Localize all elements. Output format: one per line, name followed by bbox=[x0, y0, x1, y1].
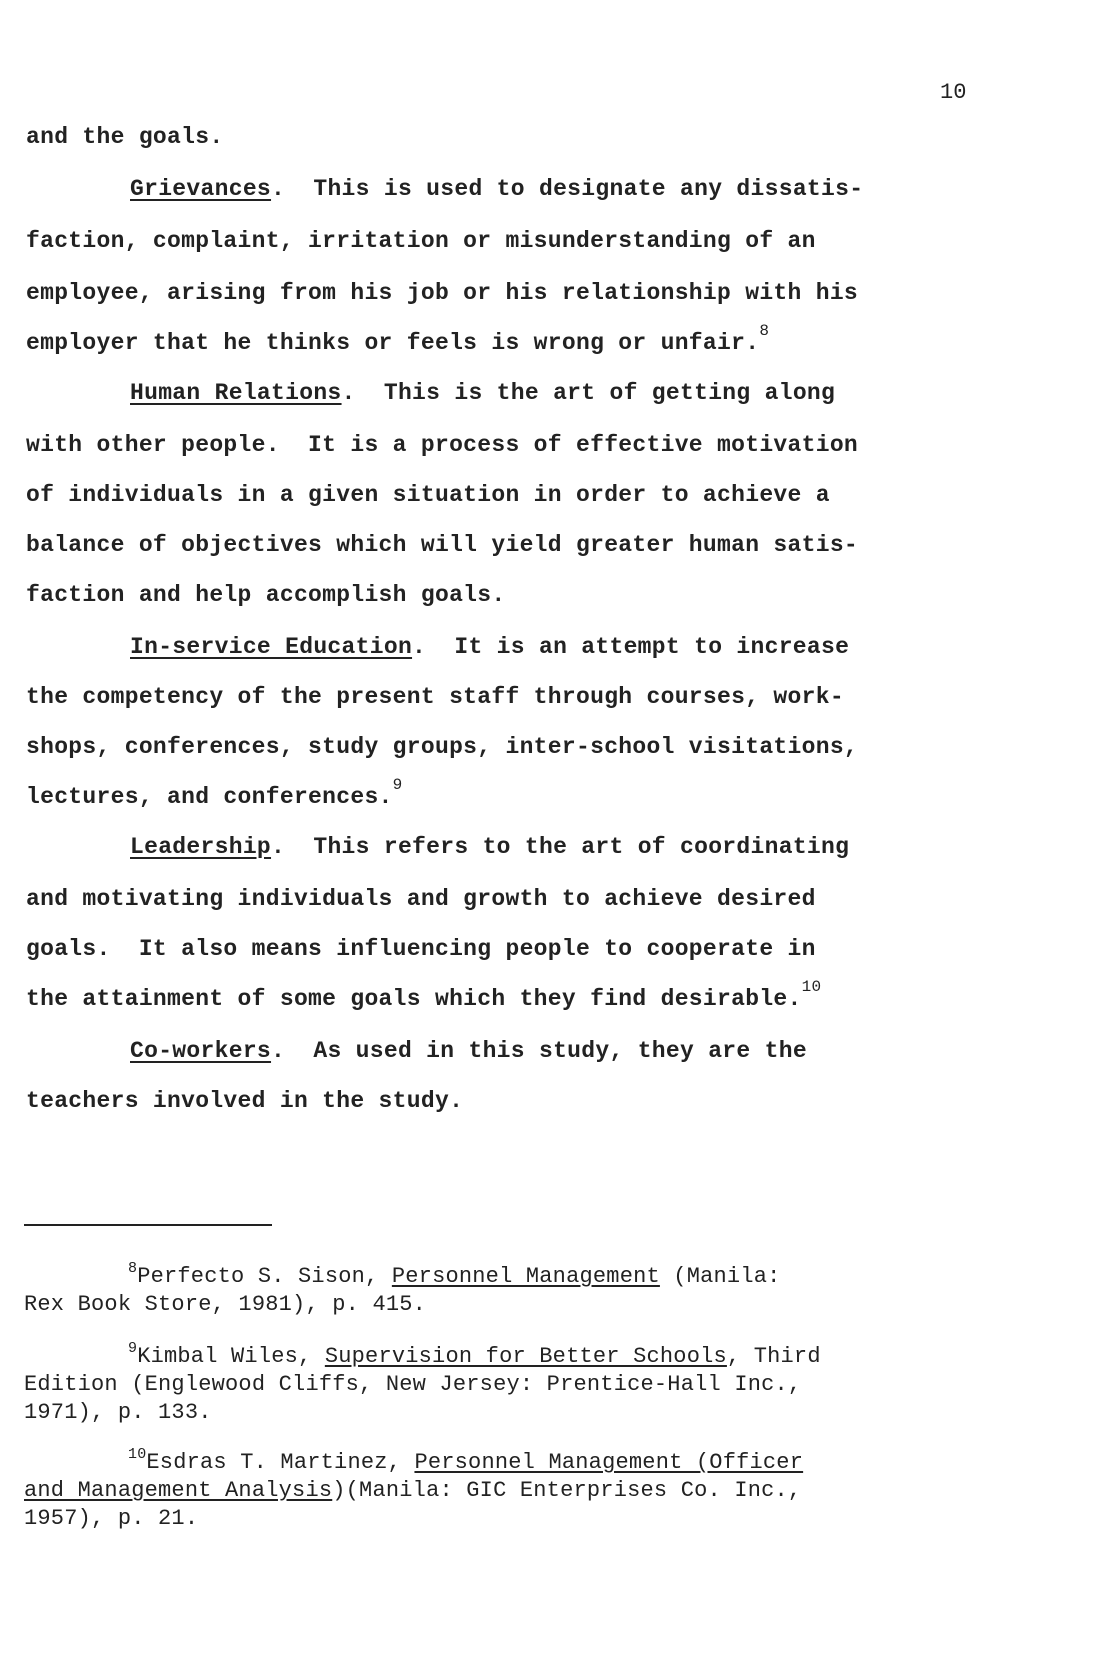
footnote-10-line: 1957), p. 21. bbox=[24, 1506, 199, 1531]
citation-title-continued: and Management Analysis bbox=[24, 1478, 333, 1503]
term-leadership: Leadership bbox=[130, 834, 272, 860]
body-text-line: and motivating individuals and growth to achieve desired bbox=[26, 886, 816, 912]
grievances-paragraph-start: Grievances. This is used to designate any dissatis- bbox=[130, 176, 864, 202]
body-text-line: and the goals. bbox=[26, 124, 224, 150]
term-human-relations: Human Relations bbox=[130, 380, 342, 406]
body-text-line: the competency of the present staff through courses, work- bbox=[26, 684, 844, 710]
footnote-8: $^8$Perfecto S. Sison, Personnel Management (Manila: bbox=[128, 1260, 781, 1289]
citation-title: Personnel Management (Officer bbox=[414, 1450, 804, 1475]
footnote-9: $^9$Kimbal Wiles, Supervision for Better Schools, Third bbox=[128, 1340, 821, 1369]
page-number: 10 bbox=[940, 80, 967, 105]
body-text-line: goals. It also means influencing people to cooperate in bbox=[26, 936, 816, 962]
footnote-8-line: Rex Book Store, 1981), p. 415. bbox=[24, 1292, 427, 1317]
body-text-line: of individuals in a given situation in order to achieve a bbox=[26, 482, 830, 508]
body-text-line: with other people. It is a process of effective motivation bbox=[26, 432, 859, 458]
footnote-ref-10: 10 bbox=[801, 978, 822, 996]
body-text-line: employee, arising from his job or his relationship with his bbox=[26, 280, 859, 306]
footnote-10: $^{10}$Esdras T. Martinez, Personnel Management (Officer bbox=[128, 1446, 804, 1475]
footnote-number-10: 10 bbox=[128, 1446, 147, 1463]
leadership-paragraph-start: Leadership. This refers to the art of coordinating bbox=[130, 834, 850, 860]
citation-title: Personnel Management bbox=[391, 1264, 660, 1289]
human-relations-paragraph-start: Human Relations. This is the art of getting along bbox=[130, 380, 836, 406]
term-inservice-education: In-service Education bbox=[130, 634, 413, 660]
body-text-line: balance of objectives which will yield greater human satis- bbox=[26, 532, 859, 558]
footnote-number-9: 9 bbox=[128, 1340, 138, 1357]
footnote-10-line: and Management Analysis)(Manila: GIC Enterprises Co. Inc., bbox=[24, 1478, 802, 1503]
body-text-line: faction, complaint, irritation or misunderstanding of an bbox=[26, 228, 816, 254]
body-text-line: teachers involved in the study. bbox=[26, 1088, 464, 1114]
body-text-line: employer that he thinks or feels is wrong or unfair.$^8$ bbox=[26, 322, 770, 356]
citation-title: Supervision for Better Schools bbox=[324, 1344, 727, 1369]
body-text-line: faction and help accomplish goals. bbox=[26, 582, 506, 608]
body-text-line: the attainment of some goals which they find desirable.$^{10}$ bbox=[26, 978, 822, 1012]
footnote-ref-9: 9 bbox=[392, 776, 403, 794]
footnote-9-line: Edition (Englewood Cliffs, New Jersey: Prentice-Hall Inc., bbox=[24, 1372, 802, 1397]
term-co-workers: Co-workers bbox=[130, 1038, 272, 1064]
footnote-ref-8: 8 bbox=[759, 322, 770, 340]
coworkers-paragraph-start: Co-workers. As used in this study, they are the bbox=[130, 1038, 807, 1064]
footnote-divider bbox=[24, 1224, 272, 1226]
body-text-line: lectures, and conferences.$^9$ bbox=[26, 776, 403, 810]
footnote-9-line: 1971), p. 133. bbox=[24, 1400, 212, 1425]
inservice-paragraph-start: In-service Education. It is an attempt to increase bbox=[130, 634, 850, 660]
footnote-number-8: 8 bbox=[128, 1260, 138, 1277]
term-grievances: Grievances bbox=[130, 176, 272, 202]
body-text-line: shops, conferences, study groups, inter-school visitations, bbox=[26, 734, 859, 760]
